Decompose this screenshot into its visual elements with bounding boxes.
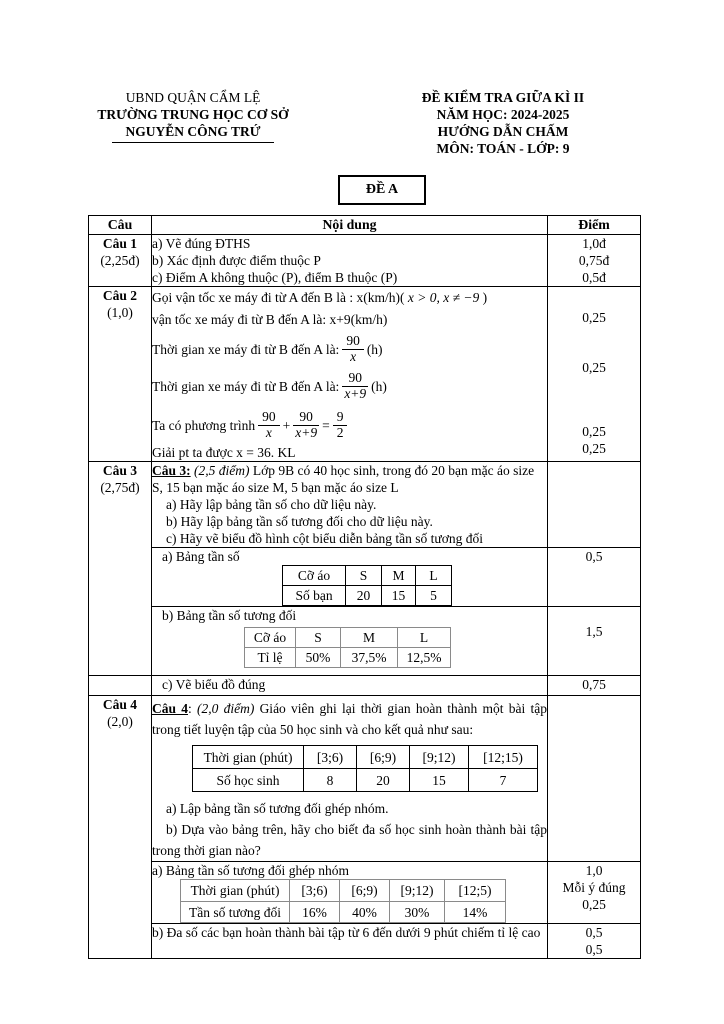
cau3-question-b: b) Hãy lập bảng tần số tương đối cho dữ liệu này. bbox=[166, 514, 433, 529]
c4t2-v1: 16% bbox=[290, 902, 340, 923]
cau3-answer-a-label: a) Bảng tần số bbox=[162, 549, 240, 564]
cau3-question-c: c) Hãy vẽ biểu đồ hình cột biểu diễn bảng tần số tương đối bbox=[166, 531, 484, 546]
c4t1-v1: 8 bbox=[304, 769, 357, 792]
cau2-label: Câu 2 bbox=[102, 288, 138, 303]
cau3-title-note: (2,5 điểm) bbox=[194, 463, 250, 478]
relfreq-h-s: S bbox=[296, 628, 341, 648]
c4t1-v3: 15 bbox=[410, 769, 469, 792]
cau1-points: (2,25đ) bbox=[100, 253, 140, 268]
row-cau3-answer-b bbox=[89, 607, 641, 676]
freq-h-size: Cỡ áo bbox=[283, 566, 346, 586]
c4t2-h-time: Thời gian (phút) bbox=[181, 880, 290, 902]
cau3-label-cell bbox=[89, 462, 152, 676]
cau4-points: (2,0) bbox=[107, 714, 133, 729]
c4t1-h-i4: [12;15) bbox=[469, 746, 538, 769]
cau4-answer-a-score-2: Mỗi ý đúng bbox=[562, 880, 626, 895]
c4t1-h-time: Thời gian (phút) bbox=[193, 746, 304, 769]
cau2-line1-math: x > 0, x ≠ −9 bbox=[404, 290, 483, 305]
cau2-line3: Thời gian xe máy đi từ B đến A là: $\frac{90}{x}$ (h) bbox=[152, 332, 383, 364]
cau4-data-table bbox=[192, 745, 538, 792]
table-header-row bbox=[89, 216, 641, 235]
cau2-score-cell bbox=[548, 287, 641, 462]
relfreq-h-size: Cỡ áo bbox=[245, 628, 296, 648]
relfreq-row-label: Tỉ lệ bbox=[245, 648, 296, 668]
row-cau4-answer-a bbox=[89, 862, 641, 924]
relfreq-h-m: M bbox=[341, 628, 398, 648]
cau3-points: (2,75đ) bbox=[100, 480, 140, 495]
freq-h-s: S bbox=[346, 566, 382, 586]
exam-code: ĐỀ A bbox=[365, 182, 399, 198]
school-header bbox=[88, 89, 298, 143]
row-cau3-statement bbox=[89, 462, 641, 548]
exam-title: ĐỀ KIỂM TRA GIỮA KÌ II bbox=[421, 90, 585, 105]
freq-v-s: 20 bbox=[346, 586, 382, 606]
row-cau2 bbox=[89, 287, 641, 462]
cau2-score-1: 0,25 bbox=[582, 310, 606, 325]
cau2-equation: Ta có phương trình $\frac{90}{x}$ + $\frac{90}{x+9}$ = $\frac{9}{2}$ bbox=[152, 406, 547, 444]
cau4-answer-b-score-cell bbox=[548, 924, 641, 959]
cau1-score-b: 0,75đ bbox=[578, 253, 610, 268]
cau2-line1: Gọi vận tốc xe máy đi từ A đến B là : x(km/h)( x > 0, x ≠ −9 ) bbox=[152, 290, 488, 305]
cau2-content-cell bbox=[152, 287, 548, 462]
fraction-90-over-x-plus-9: $\frac{90}{x+9}$ bbox=[344, 369, 367, 401]
row-cau4-answer-b bbox=[89, 924, 641, 959]
cau4-answer-b-cell bbox=[152, 924, 548, 959]
cau1-line-b: b) Xác định được điểm thuộc P bbox=[152, 253, 321, 268]
freq-h-m: M bbox=[382, 566, 416, 586]
school-year: NĂM HỌC: 2024-2025 bbox=[436, 107, 570, 122]
cau3-answer-b-cell bbox=[152, 607, 548, 676]
cau3-statement-score-cell bbox=[548, 462, 641, 548]
cau4-statement-cell bbox=[152, 696, 548, 862]
cau4-answer-table-row2 bbox=[181, 902, 506, 923]
cau4-answer-table-row1 bbox=[181, 880, 506, 902]
cau3-answer-c-score: 0,75 bbox=[582, 677, 606, 692]
column-header-noidung: Nội dung bbox=[152, 216, 548, 235]
c4t2-h-i3: [9;12) bbox=[390, 880, 445, 902]
row-cau4-statement bbox=[89, 696, 641, 862]
cau4-question-a: a) Lập bảng tần số tương đối ghép nhóm. bbox=[166, 801, 389, 816]
cau4-answer-b-text: b) Đa số các bạn hoàn thành bài tập từ 6 đến dưới 9 phút chiếm tỉ lệ cao bbox=[152, 925, 541, 940]
cau1-line-a: a) Vẽ đúng ĐTHS bbox=[152, 236, 251, 251]
cau2-line6: Giải pt ta được x = 36. KL bbox=[152, 445, 296, 460]
cau3-question-a: a) Hãy lập bảng tần số cho dữ liệu này. bbox=[166, 497, 377, 512]
cau3-answer-c-cell bbox=[152, 676, 548, 696]
relfreq-v-s: 50% bbox=[296, 648, 341, 668]
school-type: TRƯỜNG TRUNG HỌC CƠ SỞ bbox=[97, 107, 289, 122]
cau1-content-cell bbox=[152, 235, 548, 287]
cau4-data-table-row1 bbox=[193, 746, 538, 769]
cau4-answer-a-score-3: 0,25 bbox=[582, 897, 606, 912]
cau1-score-cell bbox=[548, 235, 641, 287]
cau4-answer-table bbox=[180, 879, 506, 923]
rel-freq-table-value-row bbox=[245, 648, 451, 668]
cau2-label-cell bbox=[89, 287, 152, 462]
cau4-statement-score-cell bbox=[548, 696, 641, 862]
cau4-answer-a-cell bbox=[152, 862, 548, 924]
c4t1-h-i1: [3;6) bbox=[304, 746, 357, 769]
cau2-points: (1,0) bbox=[107, 305, 133, 320]
school-header-underline bbox=[112, 141, 274, 143]
c4t2-v-label: Tần số tương đối bbox=[181, 902, 290, 923]
freq-h-l: L bbox=[416, 566, 452, 586]
row-cau1 bbox=[89, 235, 641, 287]
cau4-data-table-row2 bbox=[193, 769, 538, 792]
cau1-label: Câu 1 bbox=[102, 236, 138, 251]
c4t1-v2: 20 bbox=[357, 769, 410, 792]
cau2-line4: Thời gian xe máy đi từ B đến A là: $\frac{90}{x+9}$ (h) bbox=[152, 369, 387, 401]
plus-sign: + bbox=[282, 417, 291, 433]
district-name: UBND QUẬN CẨM LỆ bbox=[125, 90, 261, 105]
grading-table bbox=[88, 215, 641, 959]
exam-header bbox=[395, 89, 611, 157]
row-cau3-answer-a bbox=[89, 548, 641, 607]
cau4-answer-a-score-cell bbox=[548, 862, 641, 924]
c4t2-v4: 14% bbox=[445, 902, 506, 923]
cau3-answer-a-cell bbox=[152, 548, 548, 607]
freq-v-l: 5 bbox=[416, 586, 452, 606]
cau4-label: Câu 4 bbox=[102, 697, 138, 712]
freq-row-label: Số bạn bbox=[283, 586, 346, 606]
cau4-answer-a-score-1: 1,0 bbox=[585, 863, 603, 878]
equals-sign: = bbox=[322, 417, 330, 433]
frequency-table-header-row bbox=[283, 566, 452, 586]
cau1-score-a: 1,0đ bbox=[582, 236, 606, 251]
relfreq-v-l: 12,5% bbox=[398, 648, 451, 668]
cau3-statement: Câu 3: (2,5 điểm) Lớp 9B có 40 học sinh, trong đó 20 bạn mặc áo size S, 15 bạn mặc áo size M, 5 bạn mặc áo size L bbox=[152, 463, 535, 495]
c4t2-h-i4: [12;5) bbox=[445, 880, 506, 902]
cau3-statement-cell bbox=[152, 462, 548, 548]
subject-grade: MÔN: TOÁN - LỚP: 9 bbox=[436, 141, 570, 156]
cau4-answer-b-score-1: 0,5 bbox=[585, 925, 603, 940]
cau3-answer-b-score: 1,5 bbox=[585, 624, 603, 639]
grading-guide-label: HƯỚNG DẪN CHẤM bbox=[437, 124, 569, 139]
cau1-score-c: 0,5đ bbox=[582, 270, 606, 285]
equation-fraction-3: $\frac{9}{2}$ bbox=[333, 410, 348, 440]
cau2-score-2: 0,25 bbox=[582, 360, 606, 375]
frequency-table-value-row bbox=[283, 586, 452, 606]
cau2-score-3: 0,25 bbox=[582, 424, 606, 439]
c4t2-v3: 30% bbox=[390, 902, 445, 923]
c4t2-v2: 40% bbox=[340, 902, 390, 923]
relfreq-h-l: L bbox=[398, 628, 451, 648]
column-header-cau: Câu bbox=[89, 216, 152, 235]
rel-freq-table-header-row bbox=[245, 628, 451, 648]
cau3-answer-c-label: c) Vẽ biểu đồ đúng bbox=[162, 677, 266, 692]
cau1-label-cell bbox=[89, 235, 152, 287]
fraction-90-over-x: $\frac{90}{x}$ bbox=[342, 334, 364, 364]
cau3-answer-c-left-cell bbox=[89, 676, 152, 696]
cau3-answer-c-score-cell bbox=[548, 676, 641, 696]
cau3-relative-frequency-table bbox=[244, 627, 451, 668]
cau4-statement: Câu 4: (2,0 điểm) Giáo viên ghi lại thời gian hoàn thành một bài tập trong tiết luyện tập của 50 học sinh và cho kết quả như sau: bbox=[152, 701, 547, 737]
column-header-diem: Điểm bbox=[548, 216, 641, 235]
cau3-answer-a-score: 0,5 bbox=[585, 549, 603, 564]
school-name: NGUYỄN CÔNG TRỨ bbox=[125, 124, 261, 139]
cau4-answer-b-score-2: 0,5 bbox=[585, 942, 603, 957]
cau4-title-note: (2,0 điểm) bbox=[196, 701, 255, 716]
cau3-label: Câu 3 bbox=[102, 463, 138, 478]
cau3-answer-b-score-cell bbox=[548, 607, 641, 676]
cau3-answer-b-label: b) Bảng tần số tương đối bbox=[162, 608, 297, 623]
cau1-line-c: c) Điểm A không thuộc (P), điểm B thuộc (P) bbox=[152, 270, 398, 285]
equation-fraction-1: $\frac{90}{x}$ bbox=[258, 410, 280, 440]
cau2-score-4: 0,25 bbox=[582, 441, 606, 456]
cau4-answer-a-label: a) Bảng tần số tương đối ghép nhóm bbox=[152, 863, 350, 878]
c4t1-v-label: Số học sinh bbox=[193, 769, 304, 792]
c4t2-h-i1: [3;6) bbox=[290, 880, 340, 902]
freq-v-m: 15 bbox=[382, 586, 416, 606]
relfreq-v-m: 37,5% bbox=[341, 648, 398, 668]
exam-code-box bbox=[338, 175, 426, 205]
cau4-title: Câu 4 bbox=[152, 701, 188, 716]
cau3-answer-a-score-cell bbox=[548, 548, 641, 607]
cau3-frequency-table bbox=[282, 565, 452, 606]
c4t1-h-i3: [9;12) bbox=[410, 746, 469, 769]
c4t2-h-i2: [6;9) bbox=[340, 880, 390, 902]
equation-fraction-2: $\frac{90}{x+9}$ bbox=[295, 408, 318, 440]
cau4-question-b: b) Dựa vào bảng trên, hãy cho biết đa số học sinh hoàn thành bài tập trong thời gian nào? bbox=[152, 822, 547, 858]
cau4-label-cell bbox=[89, 696, 152, 959]
cau2-line2: vận tốc xe máy đi từ B đến A là: x+9(km/h) bbox=[152, 312, 388, 327]
c4t1-h-i2: [6;9) bbox=[357, 746, 410, 769]
row-cau3-answer-c bbox=[89, 676, 641, 696]
cau3-title: Câu 3: bbox=[152, 463, 191, 478]
c4t1-v4: 7 bbox=[469, 769, 538, 792]
